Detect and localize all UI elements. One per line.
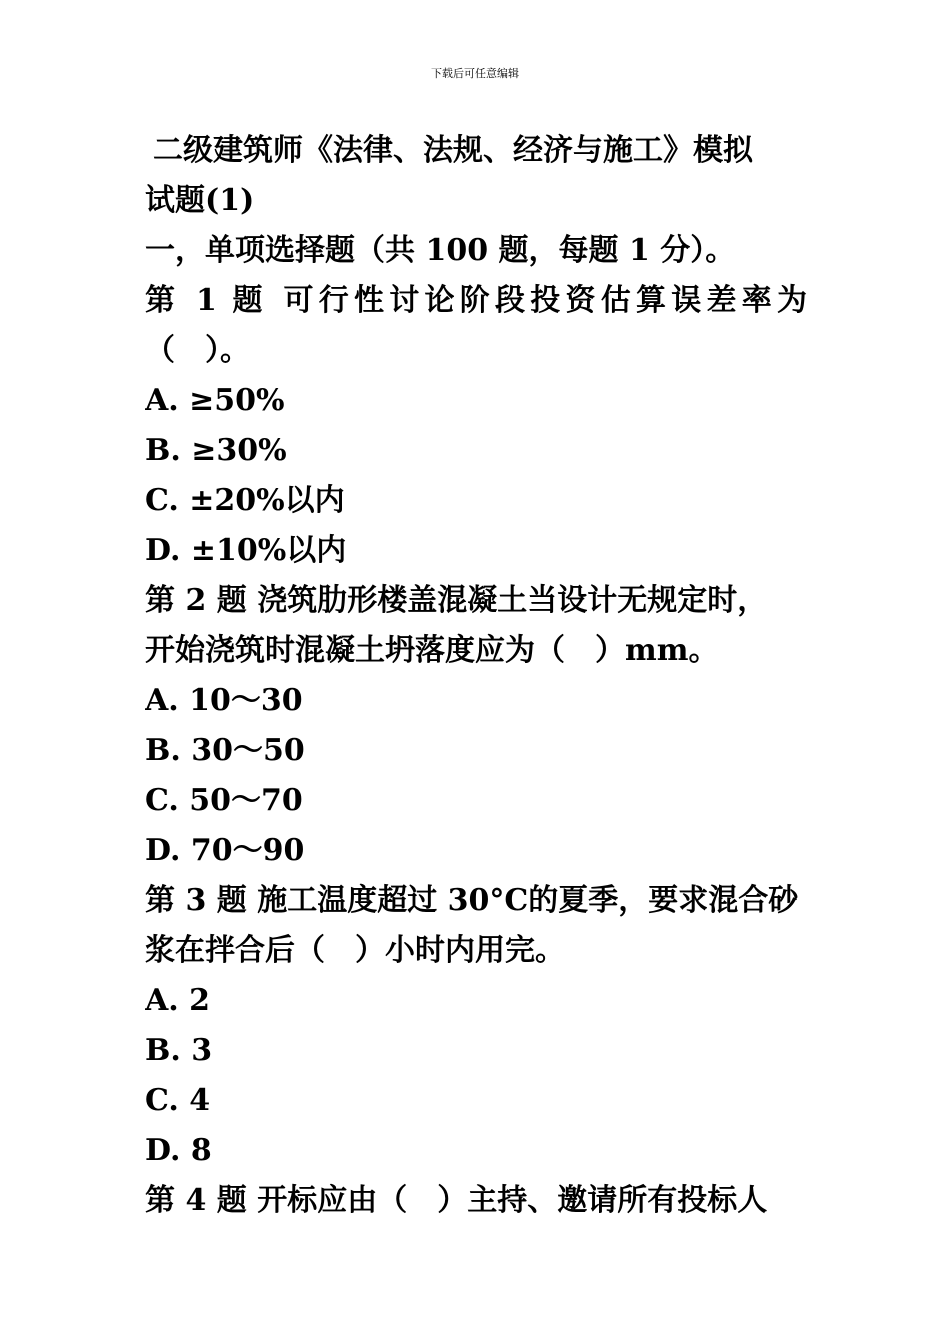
question-1-stem-line-1: 第 1 题 可行性讨论阶段投资估算误差率为 <box>145 283 807 318</box>
question-2-stem-line-1: 第 2 题 浇筑肋形楼盖混凝土当设计无规定时， <box>145 583 768 618</box>
question-2-option-c: C. 50～70 <box>145 783 303 818</box>
question-2-option-d: D. 70～90 <box>145 833 305 868</box>
question-2-stem-line-2: 开始浇筑时混凝土坍落度应为（ ）mm。 <box>145 633 719 668</box>
question-3-option-c: C. 4 <box>145 1083 211 1118</box>
question-3-option-d: D. 8 <box>145 1133 212 1168</box>
question-4-stem-line-1: 第 4 题 开标应由（ ）主持、邀请所有投标人 <box>145 1183 768 1218</box>
question-1-option-a: A. ≥50% <box>145 383 285 418</box>
document-title-line-1: 二级建筑师《法律、法规、经济与施工》模拟 <box>153 133 753 168</box>
document-title-line-2: 试题(1) <box>145 183 255 218</box>
question-3-stem-line-2: 浆在拌合后（ ）小时内用完。 <box>145 933 565 968</box>
question-2-option-b: B. 30～50 <box>145 733 305 768</box>
question-1-stem-line-2: （ ）。 <box>145 333 250 368</box>
question-3-option-a: A. 2 <box>145 983 211 1018</box>
question-1-option-d: D. ±10%以内 <box>145 533 347 568</box>
question-1-option-c: C. ±20%以内 <box>145 483 345 518</box>
question-3-option-b: B. 3 <box>145 1033 213 1068</box>
page-header-note: 下载后可任意编辑 <box>431 67 519 80</box>
section-heading: 一，单项选择题（共 100 题，每题 1 分）。 <box>145 233 736 268</box>
question-2-option-a: A. 10～30 <box>145 683 303 718</box>
question-1-option-b: B. ≥30% <box>145 433 287 468</box>
question-3-stem-line-1: 第 3 题 施工温度超过 30°C的夏季，要求混合砂 <box>145 883 799 918</box>
document-body <box>145 126 807 1226</box>
